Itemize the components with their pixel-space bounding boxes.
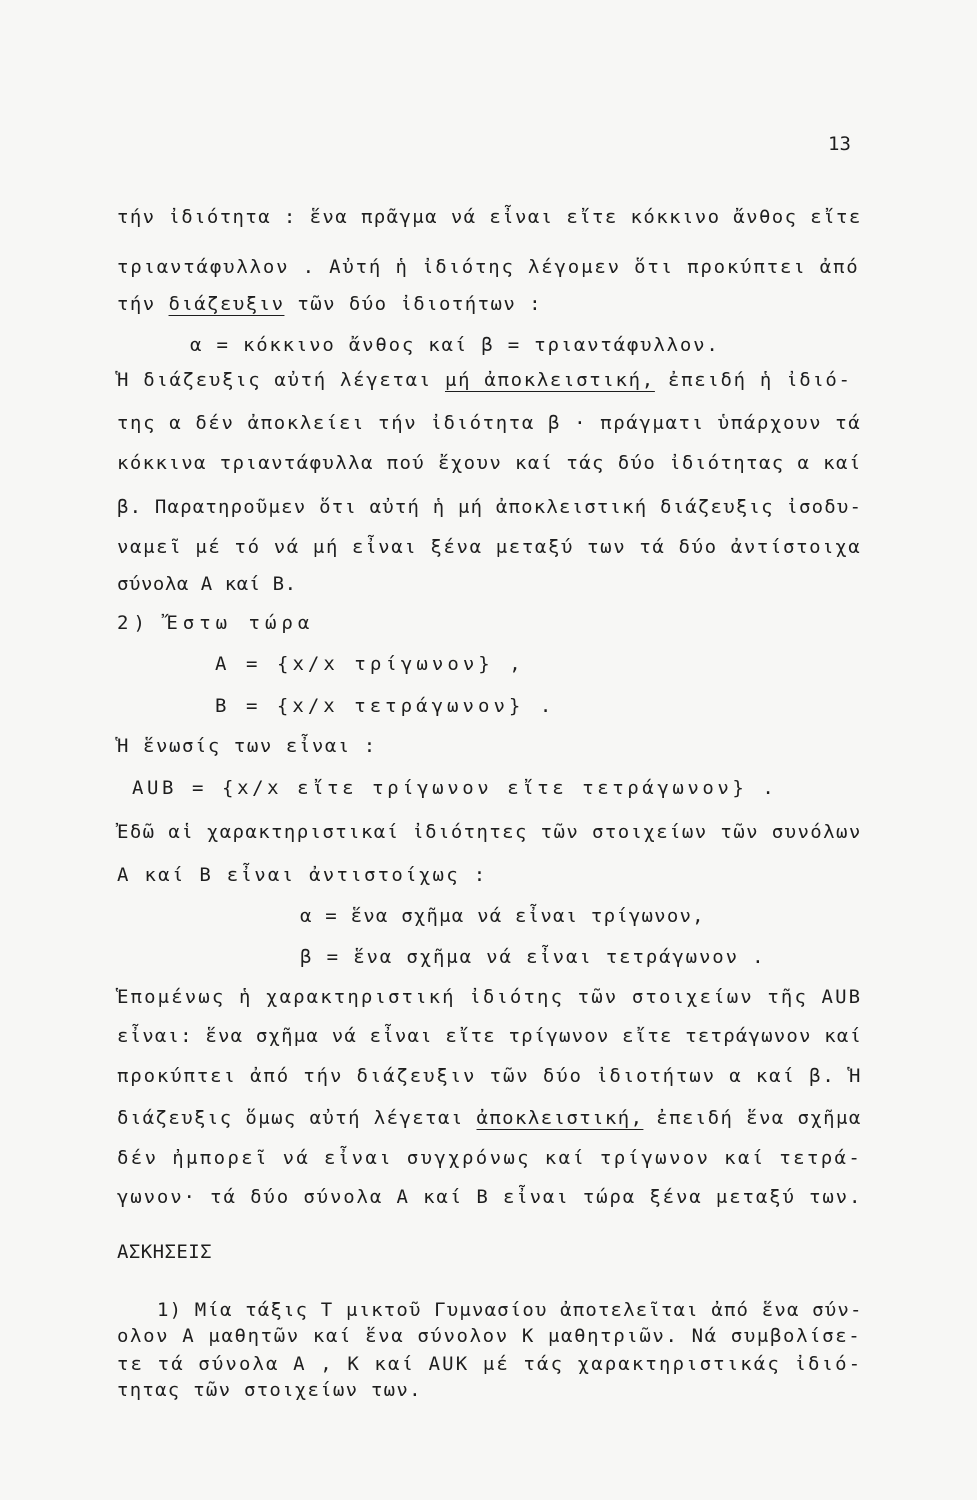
- text-segment: γωνον· τά δύο σύνολα Α καί Β εἶναι τώρα ξένα μεταξύ των.: [117, 1186, 863, 1208]
- text-segment: α = κόκκινο ἄνθος καί β = τριαντάφυλλον.: [190, 334, 720, 356]
- text-line: [215, 694, 555, 718]
- text-line: [117, 734, 377, 758]
- text-line: [117, 451, 862, 475]
- text-line: [117, 1378, 422, 1402]
- text-segment: τήν ἰδιότητα : ἕνα πρᾶγμα νά εἶναι εἴτε κόκκινο ἄνθος εἴτε: [117, 206, 862, 228]
- text-line: [190, 333, 720, 357]
- text-segment: σύνολα Α καί Β.: [117, 573, 297, 595]
- text-line: [117, 572, 297, 596]
- underlined-term: διάζευξιν: [168, 293, 285, 315]
- text-segment: της α δέν ἀποκλείει τήν ἰδιότητα β · πράγματι ὑπάρχουν τά: [117, 412, 862, 434]
- text-line: [117, 1146, 862, 1170]
- text-line: [215, 652, 525, 676]
- text-segment: Α = {x/x τρίγωνον} ,: [215, 653, 525, 675]
- text-line: [117, 368, 852, 392]
- text-segment: ΑΣΚΗΣΕΙΣ: [117, 1241, 212, 1263]
- text-line: [117, 1024, 862, 1048]
- text-segment: β. Παρατηροῦμεν ὅτι αὐτή ἡ μή ἀποκλειστική διάζευξις ἰσοδυ-: [117, 496, 863, 518]
- text-line: [117, 1352, 862, 1376]
- text-segment: ἐπειδή ἕνα σχῆμα: [643, 1107, 862, 1129]
- underlined-term: μή ἀποκλειστική,: [444, 369, 655, 391]
- text-line: [117, 535, 861, 559]
- text-line: [117, 863, 487, 887]
- text-segment: τριαντάφυλλον . Αὐτή ἡ ἰδιότης λέγομεν ὅτι προκύπτει ἀπό: [117, 256, 860, 278]
- text-segment: τήν: [117, 293, 169, 315]
- text-line: [117, 1185, 862, 1209]
- text-segment: ολον Α μαθητῶν καί ἕνα σύνολον Κ μαθητριῶν. Νά συμβολίσε-: [117, 1325, 862, 1347]
- text-segment: α = ἕνα σχῆμα νά εἶναι τρίγωνον,: [300, 905, 705, 927]
- text-line: [300, 904, 705, 928]
- text-segment: κόκκινα τριαντάφυλλα πού ἔχουν καί τάς δύο ἰδιότητας α καί: [117, 452, 862, 474]
- text-line: [117, 611, 314, 635]
- text-line: [117, 1240, 212, 1264]
- text-segment: ναμεῖ μέ τό νά μή εἶναι ξένα μεταξύ των τά δύο ἀντίστοιχα: [117, 536, 862, 558]
- text-line: [132, 776, 777, 800]
- text-line: [117, 255, 860, 279]
- text-segment: 1) Μία τάξις Τ μικτοῦ Γυμνασίου ἀποτελεῖται ἀπό ἕνα σύν-: [157, 1299, 863, 1321]
- text-segment: Β = {x/x τετράγωνον} .: [215, 695, 556, 717]
- text-line: [117, 411, 861, 435]
- text-segment: Ἑπομένως ἡ χαρακτηριστική ἰδιότης τῶν στοιχείων τῆς ΑUΒ: [117, 986, 863, 1008]
- underlined-term: ἀποκλειστική,: [476, 1107, 644, 1129]
- text-line: [117, 292, 542, 316]
- page-number: 13: [828, 133, 851, 155]
- text-segment: β = ἕνα σχῆμα νά εἶναι τετράγωνον .: [300, 946, 766, 968]
- text-segment: ΑUΒ = {x/x εἴτε τρίγωνον εἴτε τετράγωνον} .: [132, 777, 778, 799]
- text-segment: Ἡ ἕνωσίς των εἶναι :: [117, 735, 377, 757]
- text-segment: 2) Ἔστω τώρα: [117, 612, 315, 634]
- text-line: [117, 1106, 862, 1130]
- text-line: [117, 985, 862, 1009]
- text-segment: διάζευξις ὅμως αὐτή λέγεται: [117, 1107, 477, 1129]
- text-line: [157, 1298, 863, 1322]
- text-line: [300, 945, 765, 969]
- text-segment: εἶναι: ἕνα σχῆμα νά εἶναι εἴτε τρίγωνον εἴτε τετράγωνον καί: [117, 1025, 863, 1047]
- text-segment: Α καί Β εἶναι ἀντιστοίχως :: [117, 864, 488, 886]
- text-line: [117, 1324, 861, 1348]
- text-line: [117, 1064, 862, 1088]
- text-segment: τῶν δύο ἰδιοτήτων :: [284, 293, 543, 315]
- text-segment: τητας τῶν στοιχείων των.: [117, 1379, 422, 1401]
- text-segment: τε τά σύνολα Α , Κ καί ΑUΚ μέ τάς χαρακτηριστικάς ἰδιό-: [117, 1353, 863, 1375]
- text-segment: ἐπειδή ἡ ἰδιό-: [654, 369, 852, 391]
- text-line: [117, 820, 862, 844]
- text-segment: Ἐδῶ αἱ χαρακτηριστικαί ἰδιότητες τῶν στοιχείων τῶν συνόλων: [117, 821, 862, 843]
- text-segment: δέν ἠμπορεῖ νά εἶναι συγχρόνως καί τρίγωνον καί τετρά-: [117, 1147, 863, 1169]
- text-line: [117, 205, 862, 229]
- text-line: [117, 495, 862, 519]
- text-segment: προκύπτει ἀπό τήν διάζευξιν τῶν δύο ἰδιοτήτων α καί β. Ἡ: [117, 1065, 863, 1087]
- text-segment: Ἡ διάζευξις αὐτή λέγεται: [117, 369, 445, 391]
